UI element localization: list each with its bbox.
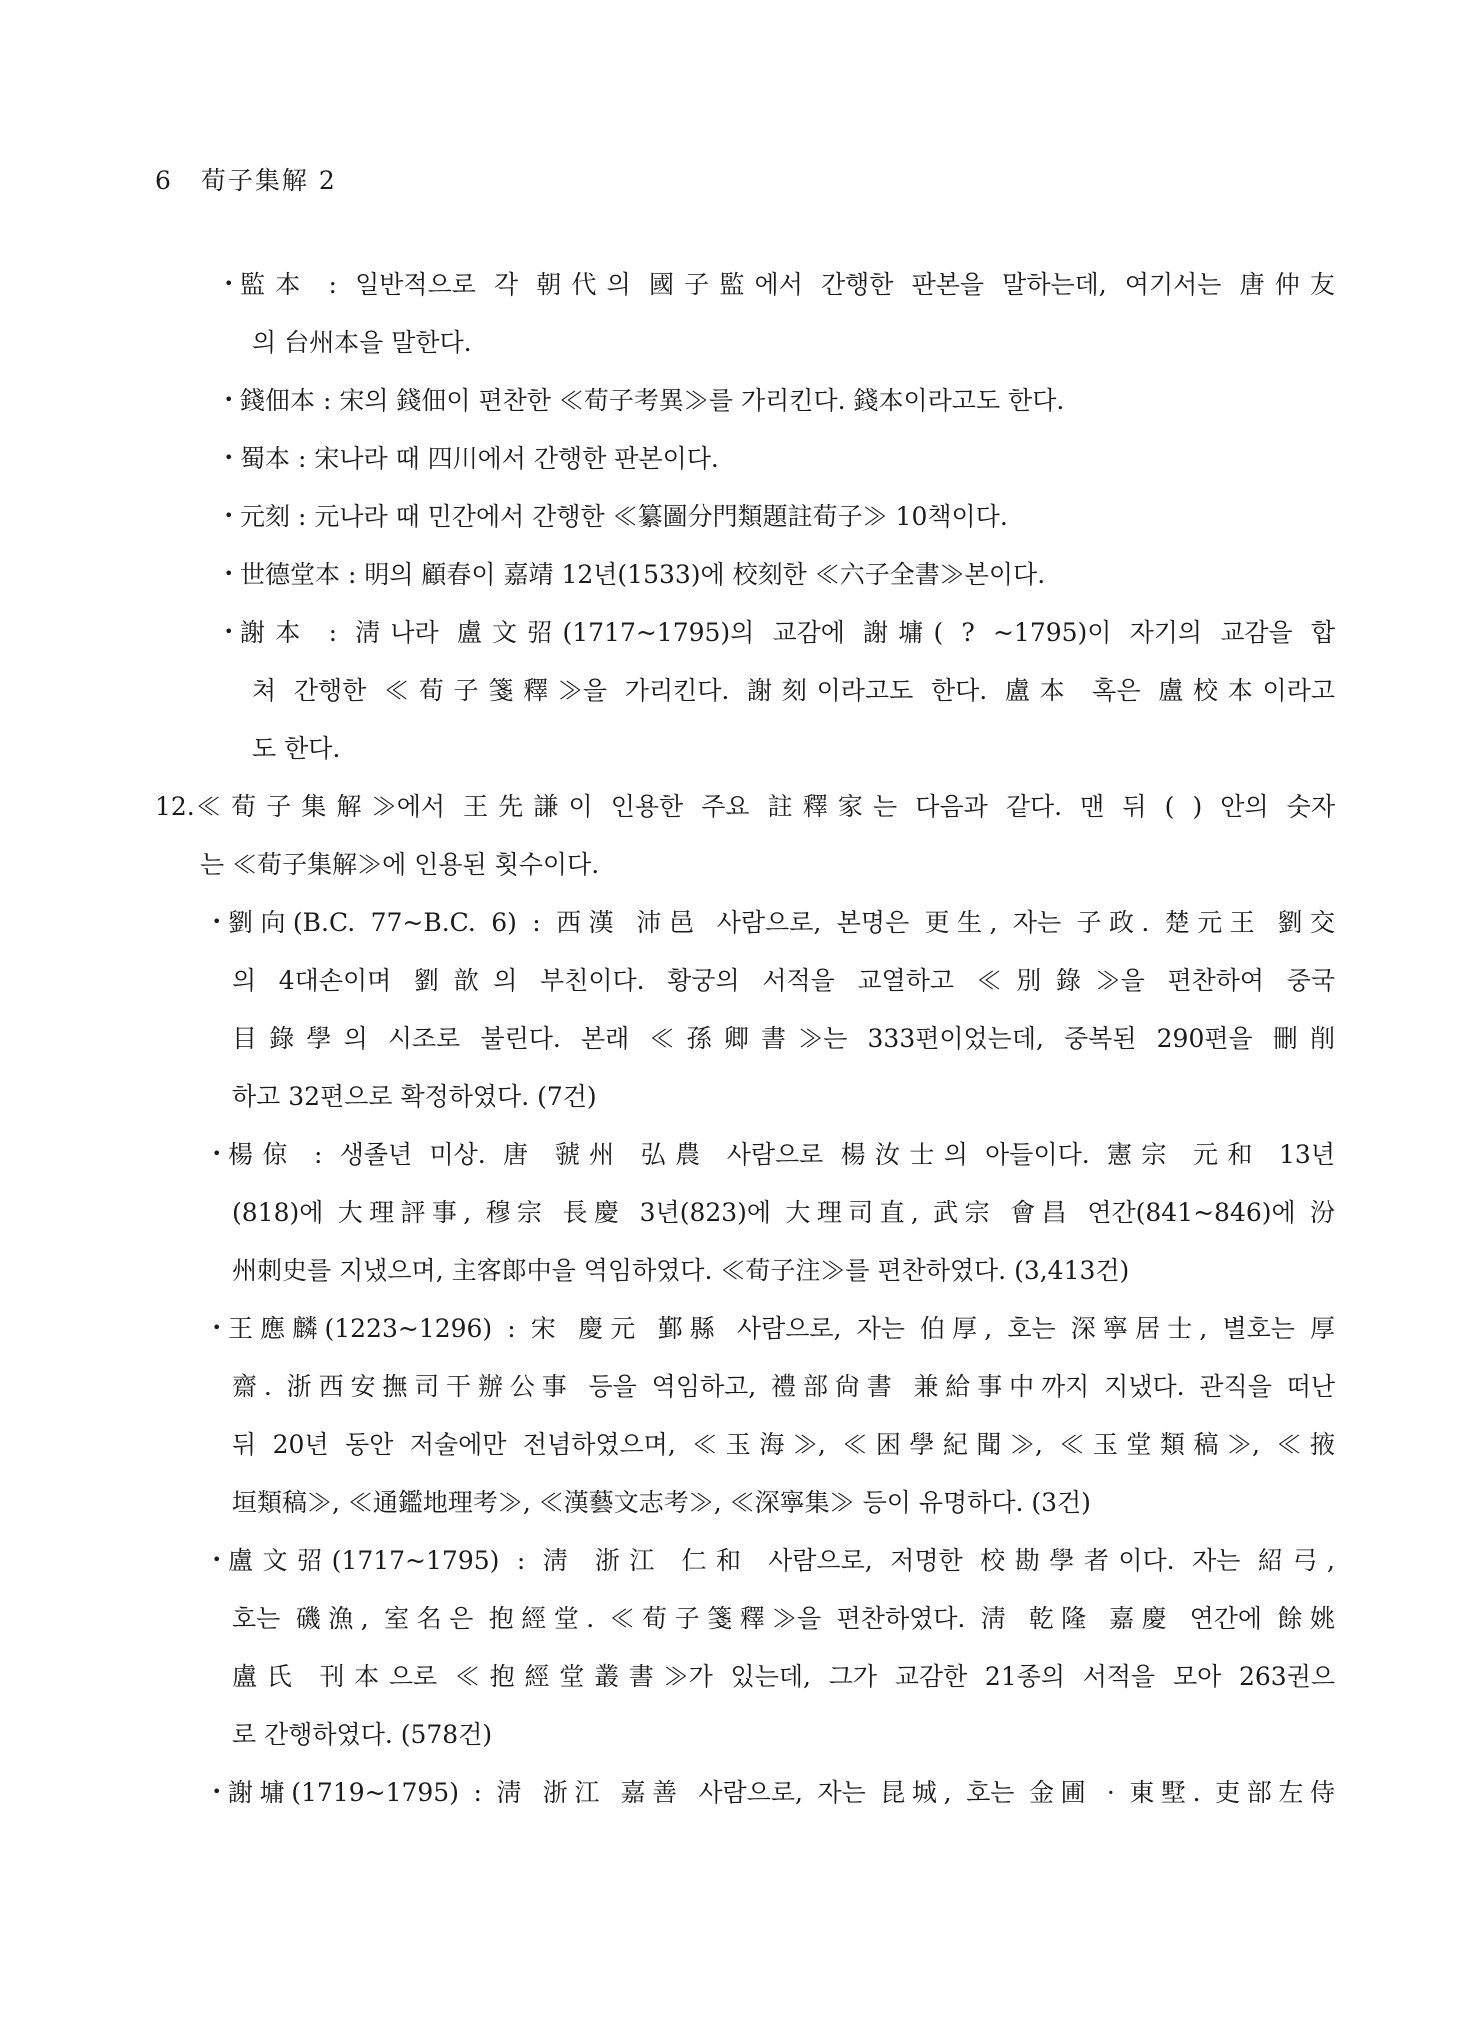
glossary-line xyxy=(0,662,1480,720)
bullet-icon: • xyxy=(224,448,234,467)
page-number: 6 xyxy=(155,166,171,195)
bullet-icon: • xyxy=(224,274,234,293)
glossary-line xyxy=(0,546,1480,604)
bullet-icon: • xyxy=(212,912,222,931)
annotator-line xyxy=(0,1416,1480,1474)
annotator-line xyxy=(0,1010,1480,1068)
annotator-line xyxy=(0,1126,1480,1184)
annotator-line xyxy=(0,1242,1480,1300)
annotator-line xyxy=(0,1300,1480,1358)
glossary-line xyxy=(0,720,1480,778)
glossary-line xyxy=(0,604,1480,662)
annotator-text: 의 4대손이며 劉歆의 부친이다. 황궁의 서적을 교열하고 ≪別錄≫을 편찬하여 중국 xyxy=(232,966,1335,995)
annotator-line xyxy=(0,1474,1480,1532)
annotator-text: (818)에 大理評事, 穆宗 長慶 3년(823)에 大理司直, 武宗 會昌 연간(841~846)에 汾 xyxy=(232,1198,1335,1227)
book-title: 荀子集解 2 xyxy=(200,166,337,195)
glossary-line xyxy=(0,488,1480,546)
glossary-text: 錢佃本 : 宋의 錢佃이 편찬한 ≪荀子考異≫를 가리킨다. 錢本이라고도 한다. xyxy=(240,386,1065,415)
item-number: 12. xyxy=(155,792,195,821)
item12-text: 는 ≪荀子集解≫에 인용된 횟수이다. xyxy=(200,850,600,879)
annotator-line xyxy=(0,1590,1480,1648)
glossary-text: 世德堂本 : 明의 顧春이 嘉靖 12년(1533)에 校刻한 ≪六子全書≫본이다. xyxy=(240,560,1046,589)
glossary-line xyxy=(0,430,1480,488)
bullet-icon: • xyxy=(224,506,234,525)
bullet-icon: • xyxy=(212,1144,222,1163)
item12-intro-line xyxy=(0,836,1480,894)
annotator-text: 劉向(B.C. 77~B.C. 6) : 西漢 沛邑 사람으로, 본명은 更生, 자는 子政. 楚元王 劉交 xyxy=(228,908,1335,937)
annotator-text: 楊倞 : 생졸년 미상. 唐 虢州 弘農 사람으로 楊汝士의 아들이다. 憲宗 元和 13년 xyxy=(228,1140,1335,1169)
annotator-line xyxy=(0,1648,1480,1706)
annotator-line xyxy=(0,952,1480,1010)
glossary-line xyxy=(0,256,1480,314)
glossary-text: 監本 : 일반적으로 각 朝代의 國子監에서 간행한 판본을 말하는데, 여기서는 唐仲友 xyxy=(240,270,1335,299)
glossary-text: 謝本 : 淸나라 盧文弨(1717~1795)의 교감에 謝墉( ? ~1795)이 자기의 교감을 합 xyxy=(240,618,1335,647)
bullet-icon: • xyxy=(224,564,234,583)
annotator-line xyxy=(0,1532,1480,1590)
annotator-line xyxy=(0,894,1480,952)
item12-text: ≪荀子集解≫에서 王先謙이 인용한 주요 註釋家는 다음과 같다. 맨 뒤 ( ) 안의 숫자 xyxy=(196,792,1335,821)
annotator-line xyxy=(0,1764,1480,1822)
glossary-text: 의 台州本을 말한다. xyxy=(252,328,472,357)
bullet-icon: • xyxy=(212,1550,222,1569)
glossary-text: 蜀本 : 宋나라 때 四川에서 간행한 판본이다. xyxy=(240,444,719,473)
annotator-text: 로 간행하였다. (578건) xyxy=(232,1720,493,1749)
page-header xyxy=(155,166,337,196)
annotator-line xyxy=(0,1358,1480,1416)
annotator-text: 뒤 20년 동안 저술에만 전념하였으며, ≪玉海≫, ≪困學紀聞≫, ≪玉堂類稿≫, ≪掖 xyxy=(232,1430,1335,1459)
annotator-text: 垣類稿≫, ≪通鑑地理考≫, ≪漢藝文志考≫, ≪深寧集≫ 등이 유명하다. (3건) xyxy=(232,1488,1091,1517)
annotator-text: 호는 磯漁, 室名은 抱經堂. ≪荀子箋釋≫을 편찬하였다. 淸 乾隆 嘉慶 연간에 餘姚 xyxy=(232,1604,1335,1633)
annotator-text: 盧文弨(1717~1795) : 淸 浙江 仁和 사람으로, 저명한 校勘學者이다. 자는 紹弓, xyxy=(228,1546,1335,1575)
page-body xyxy=(0,256,1480,1822)
glossary-line xyxy=(0,372,1480,430)
bullet-icon: • xyxy=(224,390,234,409)
annotator-text: 州刺史를 지냈으며, 主客郞中을 역임하였다. ≪荀子注≫를 편찬하였다. (3,413건) xyxy=(232,1256,1130,1285)
glossary-text: 도 한다. xyxy=(252,734,341,763)
annotator-text: 目錄學의 시조로 불린다. 본래 ≪孫卿書≫는 333편이었는데, 중복된 290편을 刪削 xyxy=(232,1024,1335,1053)
bullet-icon: • xyxy=(212,1782,222,1801)
glossary-line xyxy=(0,314,1480,372)
annotator-text: 盧氏 刊本으로 ≪抱經堂叢書≫가 있는데, 그가 교감한 21종의 서적을 모아 263권으 xyxy=(232,1662,1335,1691)
bullet-icon: • xyxy=(212,1318,222,1337)
glossary-text: 쳐 간행한 ≪荀子箋釋≫을 가리킨다. 謝刻이라고도 한다. 盧本 혹은 盧校本이라고 xyxy=(252,676,1335,705)
annotator-text: 王應麟(1223~1296) : 宋 慶元 鄞縣 사람으로, 자는 伯厚, 호는 深寧居士, 별호는 厚 xyxy=(228,1314,1335,1343)
bullet-icon: • xyxy=(224,622,234,641)
glossary-text: 元刻 : 元나라 때 민간에서 간행한 ≪纂圖分門類題註荀子≫ 10책이다. xyxy=(240,502,1008,531)
annotator-line xyxy=(0,1184,1480,1242)
annotator-line xyxy=(0,1068,1480,1126)
item12-intro-line xyxy=(0,778,1480,836)
annotator-text: 하고 32편으로 확정하였다. (7건) xyxy=(232,1082,597,1111)
annotator-text: 齋. 浙西安撫司干辦公事 등을 역임하고, 禮部尙書 兼給事中까지 지냈다. 관직을 떠난 xyxy=(232,1372,1335,1401)
annotator-line xyxy=(0,1706,1480,1764)
annotator-text: 謝墉(1719~1795) : 淸 浙江 嘉善 사람으로, 자는 昆城, 호는 金圃 · 東墅. 吏部左侍 xyxy=(228,1778,1335,1807)
